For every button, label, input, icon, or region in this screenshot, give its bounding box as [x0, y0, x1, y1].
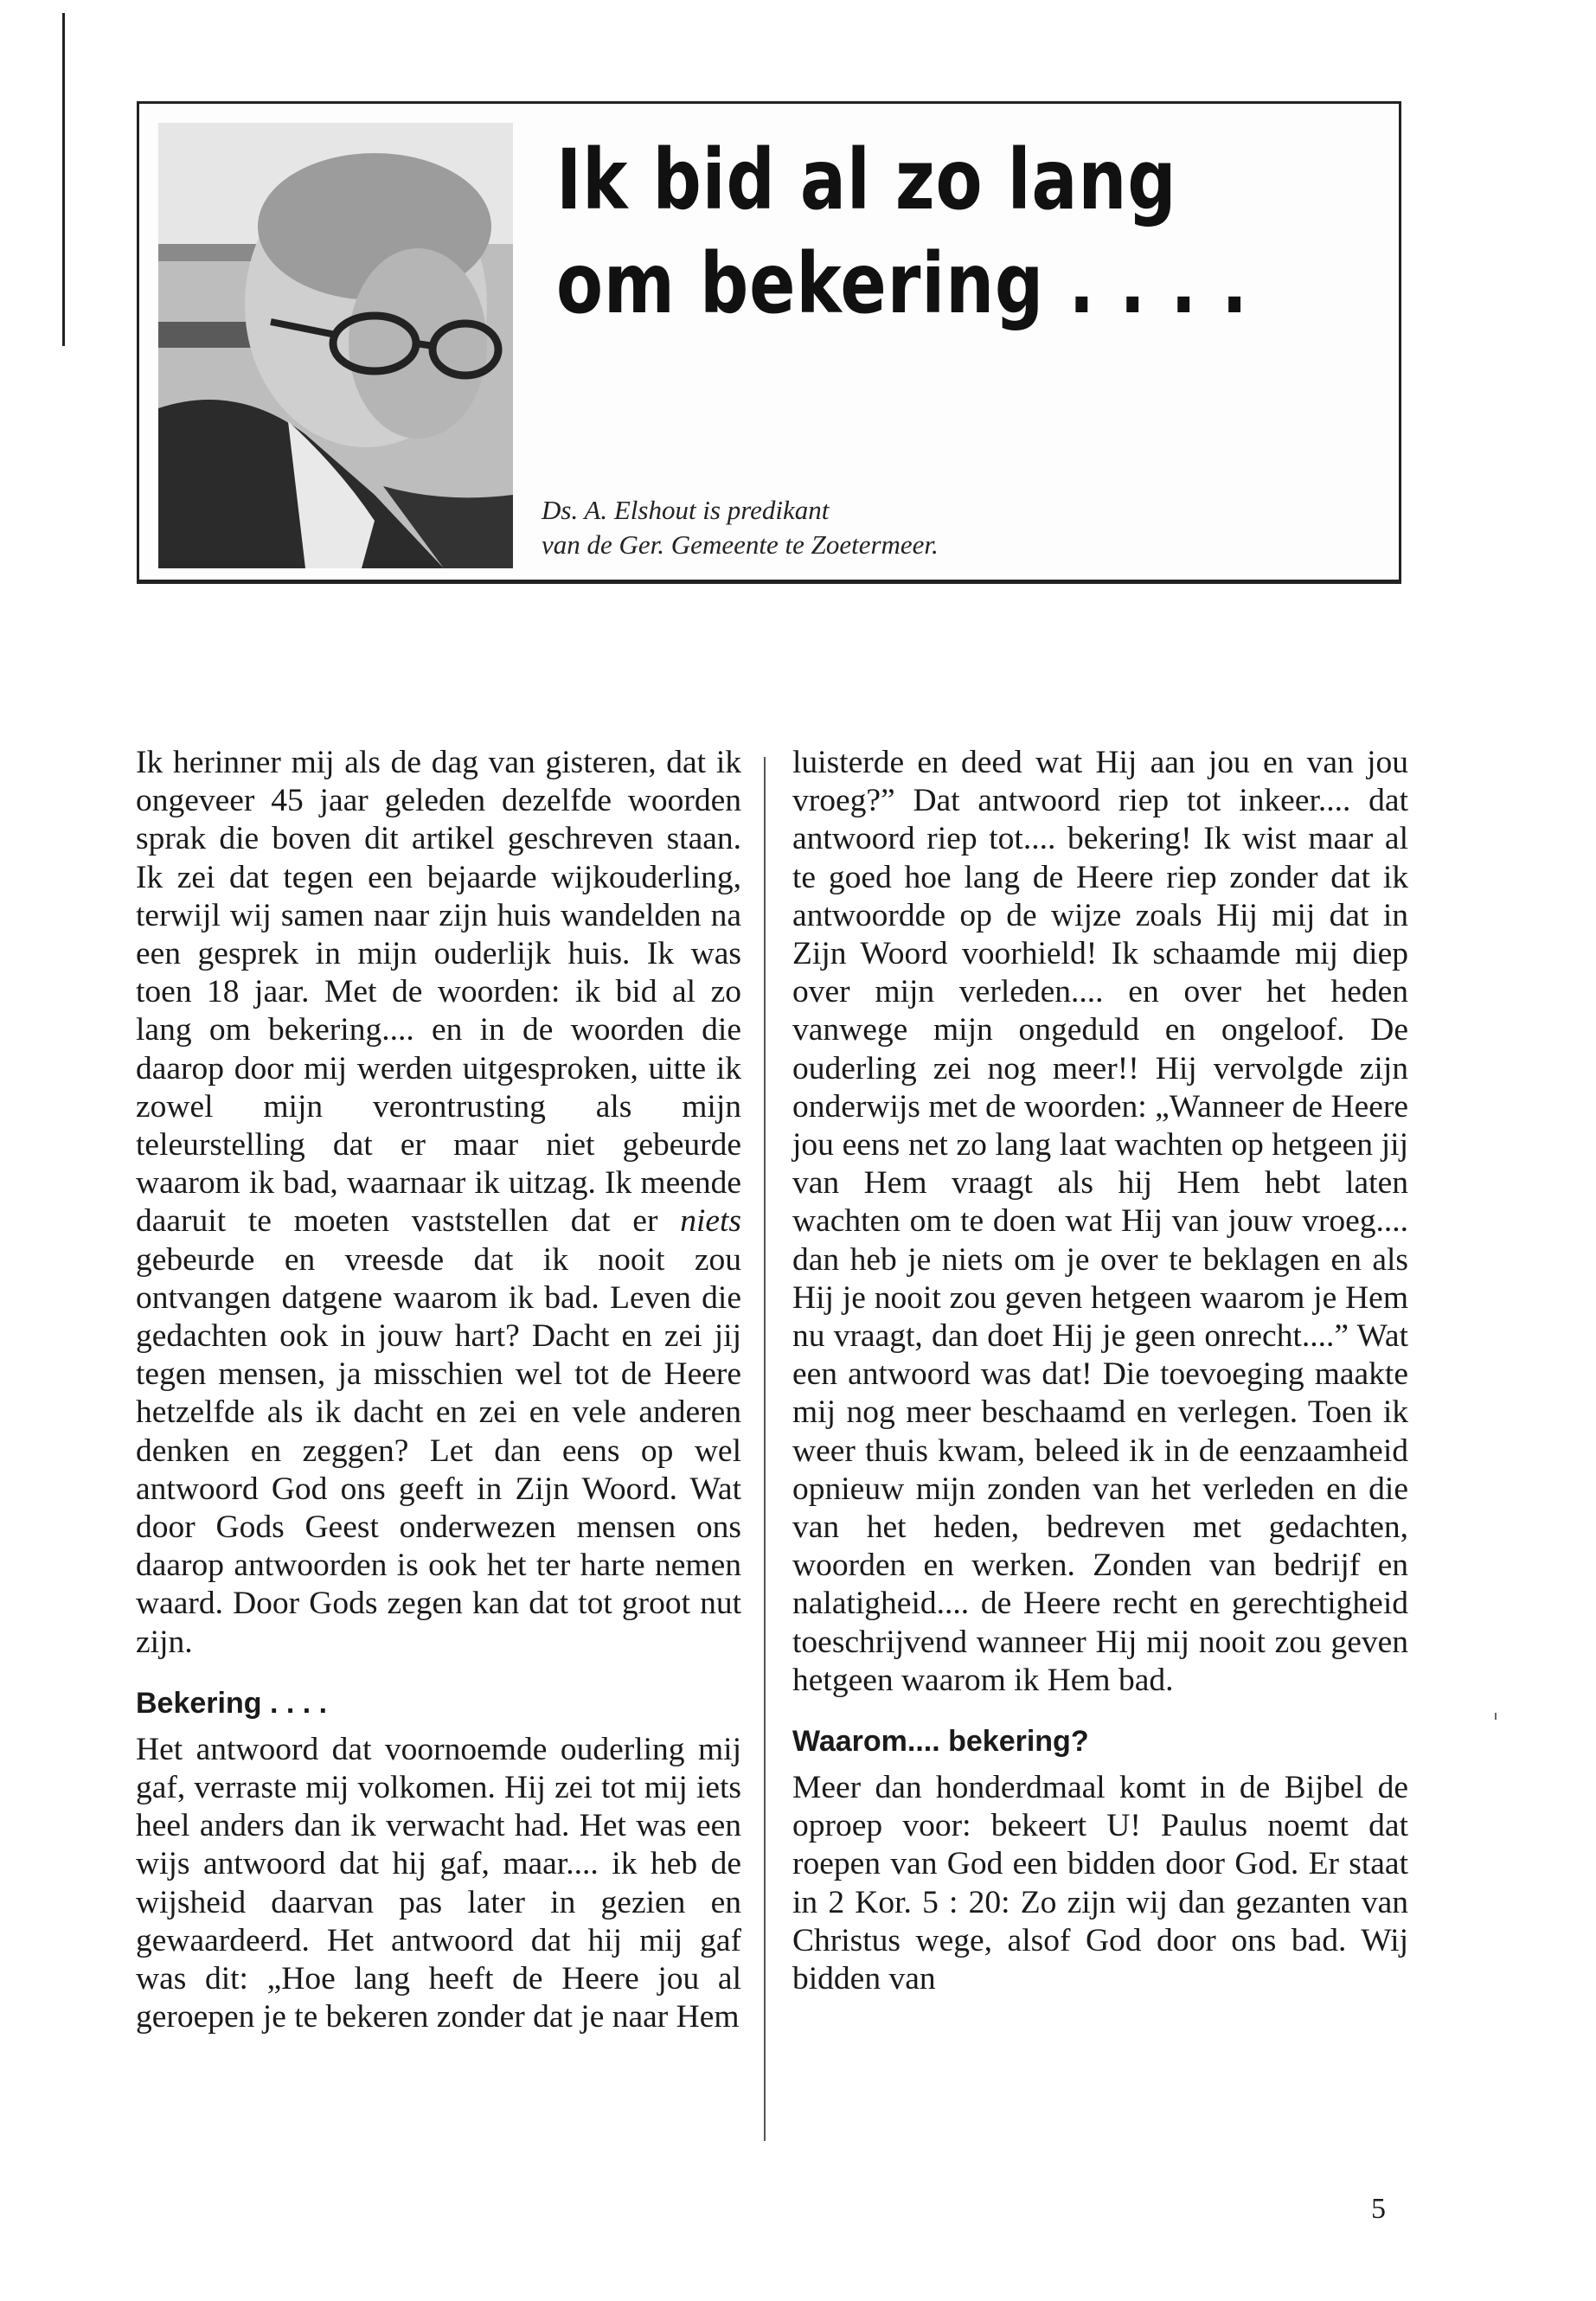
subheading-waarom-bekering: Waarom.... bekering?: [792, 1725, 1089, 1759]
portrait-photo-icon: [158, 123, 513, 568]
article-title-line-1: Ik bid al zo lang: [556, 131, 1177, 228]
left-paragraph-1-start: Ik herinner mij als de dag van gisteren, dat ik ongeveer 45 jaar geleden dezelfde woorden sprak die boven dit artikel geschreven staan. Ik zei dat tegen een bejaarde wijkouderling, terwijl wij samen naar zijn huis wandelden na een gesprek in mijn ouderlijk huis. Ik was toen 18 jaar. Met de woorden: ik bid al zo lang om bekering.... en in de woorden die daarop door mij werden uitgesproken, uitte ik zowel mijn verontrusting als mijn teleurstelling dat er maar niet gebeurde waarom ik bad, waarnaar ik uitzag. Ik meende daaruit te moeten vaststellen dat er: [136, 745, 741, 1240]
article-title: [556, 128, 1248, 336]
right-paragraph-2: Meer dan honderdmaal komt in de Bijbel de oproep voor: bekeert U! Paulus noemt dat roepen van God een bidden door God. Er staat in 2 Kor. 5 : 20: Zo zijn wij dan gezanten van Christus wege, alsof God door ons bad. Wij bidden van: [792, 1770, 1408, 1997]
emphasis-niets: niets: [680, 1203, 742, 1240]
article-header: [137, 101, 1401, 584]
subheading-bekering: Bekering . . . .: [136, 1686, 328, 1720]
author-caption-line-1: Ds. A. Elshout is predikant: [542, 495, 830, 525]
article-title-line-2: om bekering . . . .: [556, 235, 1248, 332]
column-divider: [764, 757, 766, 2141]
author-portrait-photo: [158, 123, 513, 568]
right-column: [792, 744, 1408, 1998]
left-paragraph-1: [136, 744, 741, 1662]
left-column: [136, 744, 741, 2037]
left-paragraph-2: Het antwoord dat voornoemde ouderling mij gaf, verraste mij volkomen. Hij zei tot mij iets heel anders dan ik verwacht had. Het was een wijs antwoord dat hij gaf, maar.... ik heb de wijsheid daarvan pas later in gezien en gewaardeerd. Het antwoord dat hij mij gaf was dit: „Hoe lang heeft de Heere jou al geroepen je te bekeren zonder dat je naar Hem: [136, 1731, 741, 2035]
print-speck: [1495, 1713, 1497, 1720]
author-caption-line-2: van de Ger. Gemeente te Zoetermeer.: [542, 529, 939, 560]
margin-rule: [62, 13, 65, 346]
right-paragraph-1: luisterde en deed wat Hij aan jou en van jou vroeg?” Dat antwoord riep tot inkeer.... dat antwoord riep tot.... bekering! Ik wist maar al te goed hoe lang de Heere riep zonder dat ik antwoordde op de wijze zoals Hij mij dat in Zijn Woord voorhield! Ik schaamde mij diep over mijn verleden.... en over het heden vanwege mijn ongeduld en ongeloof. De ouderling zei nog meer!! Hij vervolgde zijn onderwijs met de woorden: „Wanneer de Heere jou eens net zo lang laat wachten op hetgeen jij van Hem vraagt als hij Hem hebt laten wachten om te doen wat Hij van jouw vroeg.... dan heb je niets om je over te beklagen en als Hij je nooit zou geven hetgeen waarom je Hem nu vraagt, dan doet Hij je geen onrecht....” Wat een antwoord was dat! Die toevoeging maakte mij nog meer beschaamd en verlegen. Toen ik weer thuis kwam, beleed ik in de eenzaamheid opnieuw mijn zonden van het verleden en die van het heden, bedreven met gedachten, woorden en werken. Zonden van bedrijf en nalatigheid.... de Heere recht en gerechtigheid toeschrijvend wanneer Hij mij nooit zou geven hetgeen waarom ik Hem bad.: [792, 745, 1408, 1698]
page-number: 5: [1371, 2193, 1386, 2225]
left-paragraph-1-end: gebeurde en vreesde dat ik nooit zou ontvangen datgene waarom ik bad. Leven die gedachten ook in jouw hart? Dacht en zei jij tegen mensen, ja misschien wel tot de Heere hetzelfde als ik dacht en zei en vele anderen denken en zeggen? Let dan eens op wel antwoord God ons geeft in Zijn Woord. Wat door Gods Geest onderwezen mensen ons daarop antwoorden is ook het ter harte nemen waard. Door Gods zegen kan dat tot groot nut zijn.: [136, 1241, 741, 1660]
author-caption: [542, 493, 939, 562]
